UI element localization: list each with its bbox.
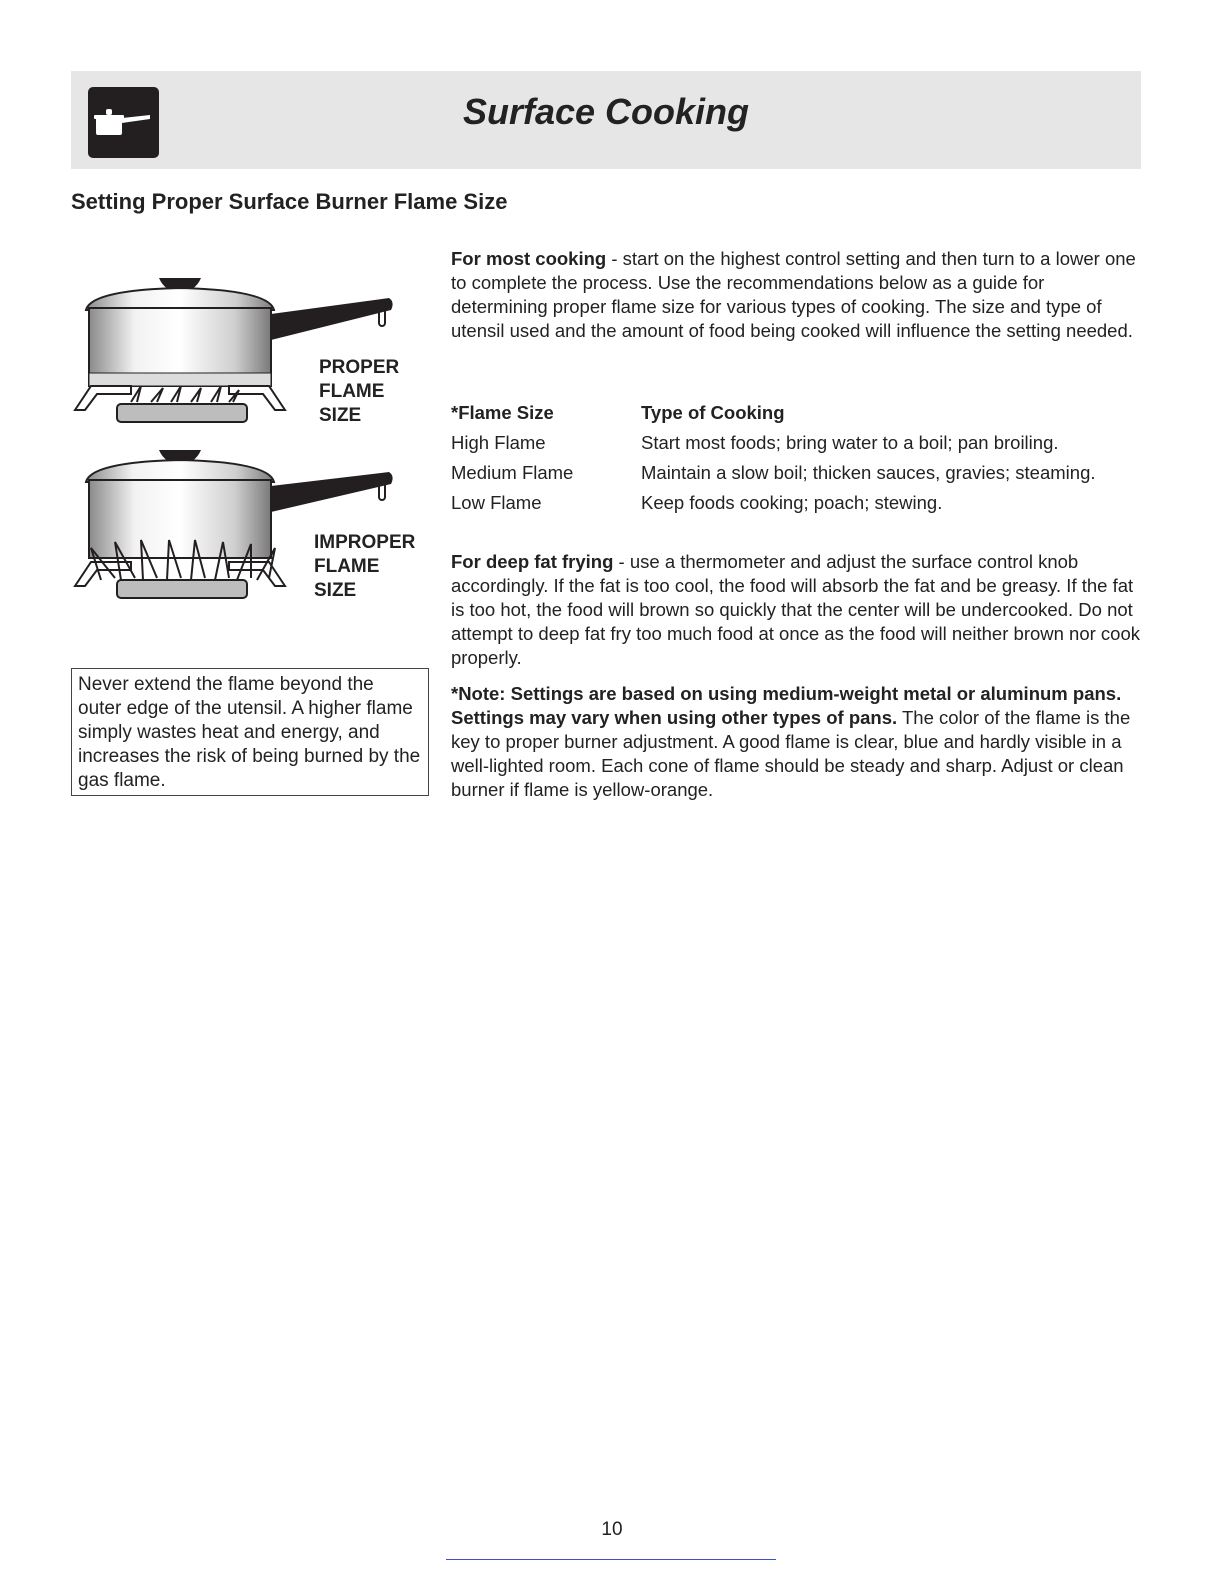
table-row: Low Flame Keep foods cooking; poach; stewing. [451, 492, 943, 513]
deep-fat-lead: For deep fat frying [451, 551, 614, 572]
table-row: High Flame Start most foods; bring water to a boil; pan broiling. [451, 432, 1059, 453]
page-number: 10 [601, 1519, 623, 1540]
flame-size-table [451, 401, 1151, 521]
proper-flame-label: PROPER FLAME SIZE [319, 357, 400, 426]
most-cooking-paragraph [451, 247, 1141, 343]
most-cooking-text: - start on the highest control setting and then turn to a lower one to complete the process. Use the recommendations below as a guide for determining proper flame size for various types of cooking. The size and type of utensil used and the amount of food being cooked will influence the setting needed. [451, 248, 1136, 341]
table-header-row [451, 401, 1151, 431]
improper-flame-label: IMPROPER FLAME SIZE [314, 532, 416, 601]
deep-fat-frying-paragraph [451, 550, 1141, 670]
settings-note-paragraph [451, 682, 1141, 802]
most-cooking-lead: For most cooking [451, 248, 607, 269]
type-of-cooking-header: Type of Cooking [641, 402, 785, 423]
deep-fat-text: - use a thermometer and adjust the surface control knob accordingly. If the fat is too cool, the food will absorb the fat and be greasy. If the fat is too hot, the food will brown so quickly that the center will be undercooked. Do not attempt to deep fat fry too much food at once as the food will neither brown nor cook properly. [451, 551, 1141, 668]
table-row: Medium Flame Maintain a slow boil; thicken sauces, gravies; steaming. [451, 462, 1096, 483]
flame-size-header: *Flame Size [451, 402, 554, 423]
section-title: Setting Proper Surface Burner Flame Size [71, 189, 508, 214]
settings-note-lead: *Note: Settings are based on using medium-weight metal or aluminum pans. Settings may vary when using other types of pans. [451, 683, 1122, 728]
settings-note-text: The color of the flame is the key to proper burner adjustment. A good flame is clear, blue and hardly visible in a well-lighted room. Each cone of flame should be steady and sharp. Adjust or clean burner if flame is yellow-orange. [451, 707, 1131, 800]
footer-rule [446, 1559, 776, 1560]
page-title: Surface Cooking [462, 91, 750, 132]
flame-warning-box: Never extend the flame beyond the outer edge of the utensil. A higher flame simply wastes heat and energy, and increases the risk of being burned by the gas flame. [71, 668, 429, 796]
header-band [71, 71, 1141, 169]
